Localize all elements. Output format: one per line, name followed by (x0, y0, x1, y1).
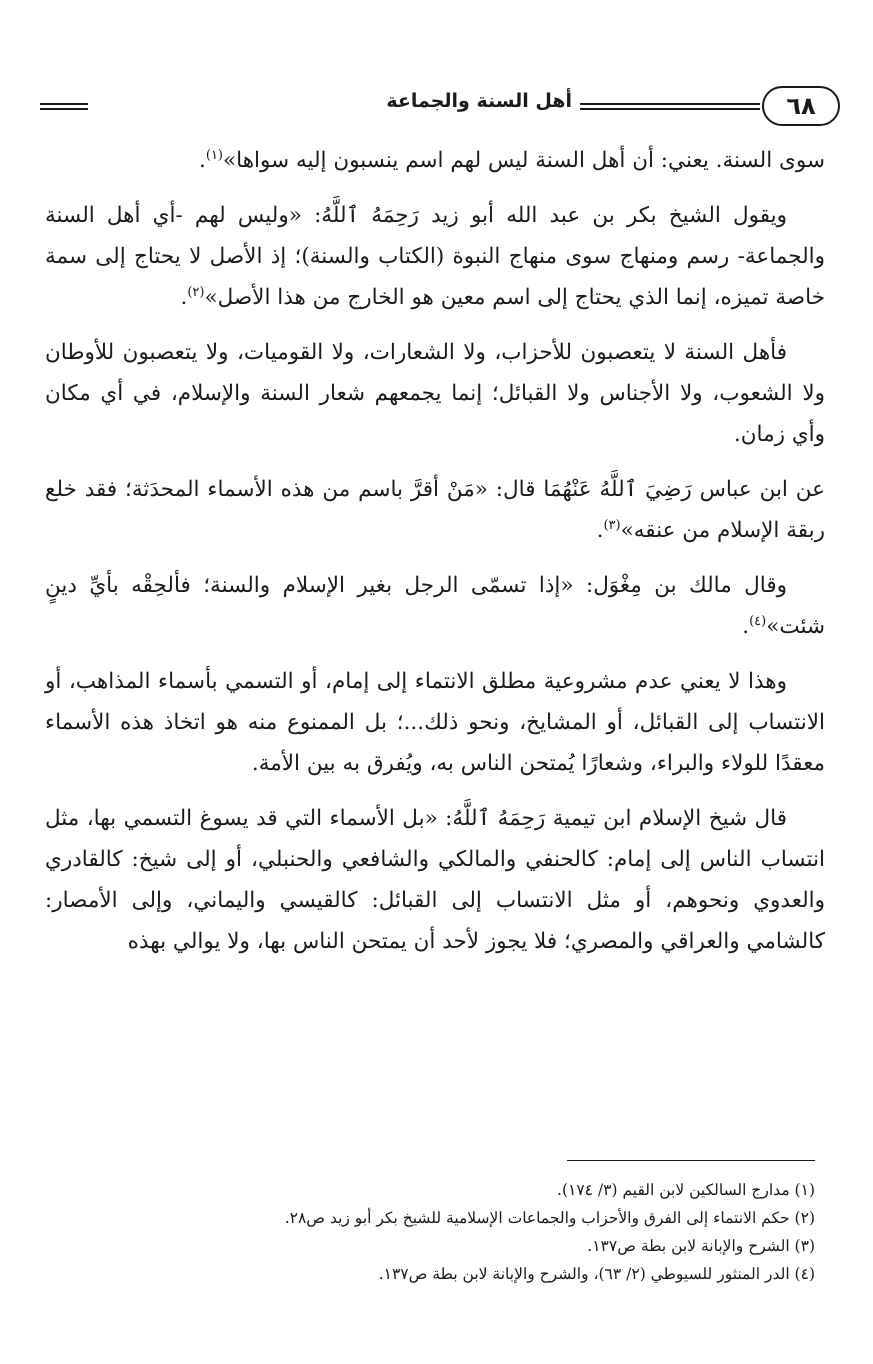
footnote-marker: (٤) (749, 613, 767, 629)
paragraph-tail: . (180, 285, 188, 310)
paragraph-text: فأهل السنة لا يتعصبون للأحزاب، ولا الشعارات، ولا القوميات، ولا يتعصبون للأوطان ولا الشعوب، ولا الأجناس ولا القبائل؛ إنما يجمعهم شعار السنة والإسلام، في أي مكان وأي زمان. (45, 340, 825, 447)
paragraph-tail: . (596, 518, 604, 543)
paragraph (45, 661, 825, 784)
footnote-separator (567, 1160, 815, 1161)
paragraph-text: وقال مالك بن مِغْوَل: «إذا تسمّى الرجل بغير الإسلام والسنة؛ فألحِقْه بأيِّ دينٍ شئت» (45, 573, 825, 639)
paragraph-tail: . (742, 614, 750, 639)
footnotes (55, 1176, 815, 1288)
footnote: (٣) الشرح والإبانة لابن بطة ص١٣٧. (587, 1237, 815, 1255)
paragraph-text: قال شيخ الإسلام ابن تيمية رَحِمَهُ ٱللَّهُ: «بل الأسماء التي قد يسوغ التسمي بها، مثل انتساب الناس إلى إمام: كالحنفي والمالكي والشافعي والحنبلي، أو إلى شيخ: كالقادري والعدوي ونحوهم، أو مثل الانتساب إلى القبائل: كالقيسي واليماني، وإلى الأمصار: كالشامي والعراقي والمصري؛ فلا يجوز لأحد أن يمتحن الناس بها، ولا يوالي بهذه (45, 806, 825, 954)
paragraph (45, 195, 825, 318)
paragraph (45, 332, 825, 455)
footnote-marker: (١) (205, 147, 223, 163)
paragraph (45, 140, 825, 181)
footnote-marker: (٣) (603, 517, 621, 533)
page-number-badge: ٦٨ (762, 86, 840, 126)
footnote: (٢) حكم الانتماء إلى الفرق والأحزاب والجماعات الإسلامية للشيخ بكر أبو زيد ص٢٨. (284, 1209, 815, 1227)
paragraph-text: عن ابن عباس رَضِيَ ٱللَّهُ عَنْهُمَا قال: «مَنْ أقرَّ باسم من هذه الأسماء المحدَثة؛ فقد خلع ربقة الإسلام من عنقه» (45, 477, 825, 543)
page-header (40, 86, 840, 132)
paragraph (45, 798, 825, 962)
footnote: (١) مدارج السالكين لابن القيم (٣/ ١٧٤). (557, 1181, 815, 1199)
main-text (45, 140, 825, 976)
paragraph-text: سوى السنة. يعني: أن أهل السنة ليس لهم اسم ينسبون إليه سواها» (223, 148, 825, 173)
paragraph-text: ويقول الشيخ بكر بن عبد الله أبو زيد رَحِمَهُ ٱللَّهُ: «وليس لهم -أي أهل السنة والجماعة- رسم ومنهاج سوى منهاج النبوة (الكتاب والسنة)؛ إذ الأصل لا يحتاج إلى سمة خاصة تميزه، إنما الذي يحتاج إلى اسم معين هو الخارج من هذا الأصل» (45, 203, 825, 310)
paragraph-text: وهذا لا يعني عدم مشروعية مطلق الانتماء إلى إمام، أو التسمي بأسماء المذاهب، أو الانتساب إلى القبائل، أو المشايخ، ونحو ذلك...؛ بل الممنوع منه هو اتخاذ هذه الأسماء معقدًا للولاء والبراء، وشعارًا يُمتحن الناس به، ويُفرق به بين الأمة. (45, 669, 825, 776)
paragraph (45, 565, 825, 647)
paragraph-tail: . (199, 148, 206, 173)
header-rule-right (580, 103, 760, 110)
paragraph (45, 469, 825, 551)
footnote: (٤) الدر المنثور للسيوطي (٢/ ٦٣)، والشرح والإبانة لابن بطة ص١٣٧. (378, 1265, 815, 1283)
footnote-marker: (٢) (187, 284, 205, 300)
running-title: أهل السنة والجماعة (386, 90, 572, 112)
header-rule-left (40, 103, 88, 110)
